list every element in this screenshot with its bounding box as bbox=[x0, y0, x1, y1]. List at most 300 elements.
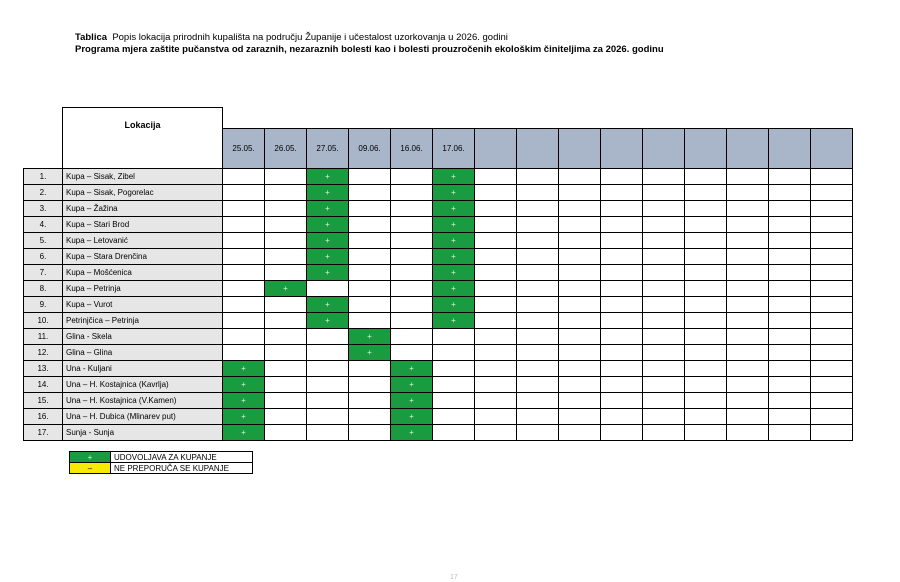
table-row bbox=[24, 425, 853, 441]
date-header-cell bbox=[475, 129, 517, 169]
table-row bbox=[24, 169, 853, 185]
date-header-cell bbox=[643, 129, 685, 169]
schedule-cell bbox=[349, 249, 391, 265]
sample-mark-suitable: + bbox=[433, 185, 475, 201]
table-row bbox=[24, 377, 853, 393]
schedule-cell bbox=[223, 217, 265, 233]
date-header-cell: 09.06. bbox=[349, 129, 391, 169]
schedule-cell bbox=[559, 361, 601, 377]
schedule-cell bbox=[643, 313, 685, 329]
schedule-cell bbox=[769, 393, 811, 409]
schedule-cell bbox=[349, 265, 391, 281]
schedule-cell bbox=[685, 409, 727, 425]
schedule-cell bbox=[559, 297, 601, 313]
schedule-cell bbox=[559, 217, 601, 233]
schedule-cell bbox=[265, 297, 307, 313]
date-header-cell: 27.05. bbox=[307, 129, 349, 169]
schedule-cell bbox=[517, 329, 559, 345]
schedule-cell bbox=[349, 313, 391, 329]
row-number: 12. bbox=[24, 345, 63, 361]
schedule-cell bbox=[475, 361, 517, 377]
schedule-cell bbox=[349, 425, 391, 441]
sample-mark-suitable: + bbox=[433, 201, 475, 217]
row-number: 17. bbox=[24, 425, 63, 441]
schedule-cell bbox=[811, 329, 853, 345]
row-number: 9. bbox=[24, 297, 63, 313]
schedule-cell bbox=[685, 169, 727, 185]
row-location: Glina – Glina bbox=[63, 345, 223, 361]
header-corner bbox=[24, 108, 63, 169]
date-header-cell bbox=[517, 129, 559, 169]
sample-mark-suitable: + bbox=[433, 233, 475, 249]
schedule-cell bbox=[223, 169, 265, 185]
sample-mark-suitable: + bbox=[433, 265, 475, 281]
schedule-cell bbox=[811, 185, 853, 201]
schedule-cell bbox=[223, 265, 265, 281]
schedule-cell bbox=[265, 185, 307, 201]
schedule-cell bbox=[685, 361, 727, 377]
sample-mark-suitable: + bbox=[307, 233, 349, 249]
sample-mark-suitable: + bbox=[307, 313, 349, 329]
schedule-cell bbox=[349, 361, 391, 377]
schedule-cell bbox=[475, 329, 517, 345]
schedule-cell bbox=[517, 393, 559, 409]
schedule-cell bbox=[811, 425, 853, 441]
schedule-cell bbox=[265, 217, 307, 233]
schedule-cell bbox=[391, 265, 433, 281]
schedule-cell bbox=[559, 233, 601, 249]
schedule-cell bbox=[685, 393, 727, 409]
schedule-cell bbox=[601, 217, 643, 233]
sample-mark-suitable: + bbox=[307, 249, 349, 265]
schedule-cell bbox=[223, 281, 265, 297]
table-row bbox=[24, 345, 853, 361]
table-row bbox=[24, 313, 853, 329]
row-number: 10. bbox=[24, 313, 63, 329]
schedule-cell bbox=[559, 281, 601, 297]
schedule-cell bbox=[517, 201, 559, 217]
schedule-cell bbox=[727, 409, 769, 425]
schedule-cell bbox=[727, 297, 769, 313]
schedule-cell bbox=[559, 265, 601, 281]
schedule-cell bbox=[265, 265, 307, 281]
schedule-cell bbox=[811, 249, 853, 265]
sample-mark-suitable: + bbox=[391, 425, 433, 441]
schedule-cell bbox=[265, 169, 307, 185]
date-header-cell bbox=[727, 129, 769, 169]
schedule-cell bbox=[727, 377, 769, 393]
sample-mark-suitable: + bbox=[433, 297, 475, 313]
schedule-cell bbox=[475, 425, 517, 441]
sample-mark-suitable: + bbox=[433, 169, 475, 185]
schedule-cell bbox=[559, 201, 601, 217]
table-row bbox=[24, 265, 853, 281]
legend-swatch-warn: – bbox=[70, 463, 111, 474]
row-location: Kupa – Žažina bbox=[63, 201, 223, 217]
schedule-cell bbox=[559, 409, 601, 425]
schedule-cell bbox=[391, 185, 433, 201]
schedule-cell bbox=[685, 313, 727, 329]
schedule-cell bbox=[727, 265, 769, 281]
table-row bbox=[24, 393, 853, 409]
schedule-cell bbox=[475, 185, 517, 201]
schedule-cell bbox=[223, 297, 265, 313]
schedule-cell bbox=[265, 345, 307, 361]
table-row bbox=[24, 297, 853, 313]
location-column-header: Lokacija bbox=[63, 108, 223, 169]
row-location: Kupa – Vurot bbox=[63, 297, 223, 313]
schedule-cell bbox=[475, 249, 517, 265]
schedule-cell bbox=[727, 425, 769, 441]
header-spacer bbox=[223, 108, 853, 129]
schedule-cell bbox=[223, 201, 265, 217]
legend-row-warn bbox=[70, 463, 253, 474]
schedule-cell bbox=[517, 409, 559, 425]
schedule-cell bbox=[769, 345, 811, 361]
date-header-cell: 16.06. bbox=[391, 129, 433, 169]
schedule-cell bbox=[307, 361, 349, 377]
schedule-cell bbox=[727, 393, 769, 409]
schedule-cell bbox=[349, 185, 391, 201]
row-location: Petrinjčica – Petrinja bbox=[63, 313, 223, 329]
schedule-cell bbox=[517, 169, 559, 185]
schedule-cell bbox=[727, 217, 769, 233]
schedule-cell bbox=[475, 345, 517, 361]
header-row bbox=[24, 108, 853, 129]
schedule-cell bbox=[559, 425, 601, 441]
schedule-cell bbox=[727, 313, 769, 329]
date-header-cell bbox=[685, 129, 727, 169]
sample-mark-suitable: + bbox=[307, 185, 349, 201]
schedule-cell bbox=[811, 361, 853, 377]
schedule-cell bbox=[223, 329, 265, 345]
schedule-cell bbox=[685, 281, 727, 297]
schedule-cell bbox=[559, 329, 601, 345]
date-header-cell bbox=[769, 129, 811, 169]
schedule-cell bbox=[811, 345, 853, 361]
schedule-cell bbox=[517, 425, 559, 441]
table-row bbox=[24, 329, 853, 345]
sample-mark-suitable: + bbox=[223, 361, 265, 377]
schedule-cell bbox=[769, 281, 811, 297]
sample-mark-suitable: + bbox=[391, 377, 433, 393]
schedule-cell bbox=[391, 233, 433, 249]
schedule-cell bbox=[265, 393, 307, 409]
schedule-cell bbox=[601, 425, 643, 441]
schedule-cell bbox=[391, 345, 433, 361]
schedule-cell bbox=[601, 361, 643, 377]
schedule-cell bbox=[391, 249, 433, 265]
schedule-cell bbox=[265, 201, 307, 217]
legend-row-ok bbox=[70, 452, 253, 463]
schedule-cell bbox=[685, 185, 727, 201]
schedule-cell bbox=[475, 265, 517, 281]
schedule-cell bbox=[811, 393, 853, 409]
row-location: Una - Kuljani bbox=[63, 361, 223, 377]
sample-mark-suitable: + bbox=[307, 297, 349, 313]
schedule-cell bbox=[643, 265, 685, 281]
schedule-cell bbox=[307, 329, 349, 345]
schedule-cell bbox=[811, 409, 853, 425]
schedule-cell bbox=[475, 281, 517, 297]
schedule-cell bbox=[475, 377, 517, 393]
title-subtitle: Programa mjera zaštite pučanstva od zaraznih, nezaraznih bolesti kao i bolesti prouzročenih ekološkim činiteljima za 2026. godinu bbox=[75, 44, 664, 55]
schedule-cell bbox=[265, 249, 307, 265]
sample-mark-suitable: + bbox=[223, 409, 265, 425]
schedule-cell bbox=[391, 281, 433, 297]
schedule-cell bbox=[727, 281, 769, 297]
schedule-cell bbox=[643, 169, 685, 185]
row-number: 13. bbox=[24, 361, 63, 377]
schedule-cell bbox=[643, 409, 685, 425]
schedule-cell bbox=[769, 377, 811, 393]
schedule-cell bbox=[223, 249, 265, 265]
schedule-cell bbox=[601, 233, 643, 249]
schedule-cell bbox=[685, 265, 727, 281]
sample-mark-suitable: + bbox=[223, 425, 265, 441]
schedule-cell bbox=[475, 217, 517, 233]
sample-mark-suitable: + bbox=[433, 249, 475, 265]
sample-mark-suitable: + bbox=[349, 329, 391, 345]
row-location: Glina - Skela bbox=[63, 329, 223, 345]
date-header-cell bbox=[559, 129, 601, 169]
schedule-cell bbox=[601, 297, 643, 313]
schedule-cell bbox=[601, 169, 643, 185]
schedule-cell bbox=[643, 377, 685, 393]
row-location: Kupa – Sisak, Zibel bbox=[63, 169, 223, 185]
schedule-cell bbox=[223, 345, 265, 361]
schedule-cell bbox=[727, 185, 769, 201]
schedule-cell bbox=[475, 313, 517, 329]
schedule-cell bbox=[643, 361, 685, 377]
schedule-cell bbox=[391, 201, 433, 217]
schedule-cell bbox=[475, 393, 517, 409]
schedule-cell bbox=[727, 233, 769, 249]
schedule-cell bbox=[223, 185, 265, 201]
schedule-cell bbox=[643, 345, 685, 361]
schedule-cell bbox=[727, 249, 769, 265]
schedule-cell bbox=[433, 377, 475, 393]
legend-text-ok: UDOVOLJAVA ZA KUPANJE bbox=[111, 452, 253, 463]
schedule-cell bbox=[811, 217, 853, 233]
table-row bbox=[24, 249, 853, 265]
schedule-cell bbox=[349, 393, 391, 409]
schedule-cell bbox=[811, 201, 853, 217]
row-location: Kupa – Petrinja bbox=[63, 281, 223, 297]
schedule-cell bbox=[643, 217, 685, 233]
schedule-cell bbox=[769, 201, 811, 217]
row-number: 15. bbox=[24, 393, 63, 409]
schedule-cell bbox=[769, 265, 811, 281]
schedule-cell bbox=[517, 377, 559, 393]
table-row bbox=[24, 233, 853, 249]
schedule-cell bbox=[517, 265, 559, 281]
sample-mark-suitable: + bbox=[307, 201, 349, 217]
row-number: 7. bbox=[24, 265, 63, 281]
schedule-cell bbox=[601, 393, 643, 409]
schedule-cell bbox=[685, 249, 727, 265]
row-number: 11. bbox=[24, 329, 63, 345]
schedule-cell bbox=[685, 297, 727, 313]
schedule-cell bbox=[769, 249, 811, 265]
schedule-cell bbox=[769, 185, 811, 201]
schedule-cell bbox=[349, 201, 391, 217]
schedule-cell bbox=[769, 217, 811, 233]
schedule-cell bbox=[265, 361, 307, 377]
row-number: 5. bbox=[24, 233, 63, 249]
schedule-cell bbox=[811, 281, 853, 297]
schedule-cell bbox=[475, 233, 517, 249]
schedule-cell bbox=[601, 345, 643, 361]
schedule-cell bbox=[685, 377, 727, 393]
schedule-cell bbox=[307, 425, 349, 441]
schedule-cell bbox=[811, 265, 853, 281]
schedule-cell bbox=[811, 297, 853, 313]
sample-mark-suitable: + bbox=[433, 281, 475, 297]
schedule-cell bbox=[517, 185, 559, 201]
schedule-cell bbox=[349, 169, 391, 185]
schedule-cell bbox=[643, 425, 685, 441]
sample-mark-suitable: + bbox=[391, 409, 433, 425]
schedule-cell bbox=[349, 297, 391, 313]
date-header-cell: 26.05. bbox=[265, 129, 307, 169]
schedule-cell bbox=[307, 377, 349, 393]
schedule-cell bbox=[811, 313, 853, 329]
schedule-cell bbox=[349, 233, 391, 249]
table-row bbox=[24, 201, 853, 217]
legend-text-warn: NE PREPORUČA SE KUPANJE bbox=[111, 463, 253, 474]
title-lead: Tablica bbox=[75, 32, 108, 43]
schedule-cell bbox=[433, 425, 475, 441]
page-number: 17 bbox=[450, 574, 458, 581]
schedule-cell bbox=[517, 345, 559, 361]
schedule-cell bbox=[433, 361, 475, 377]
schedule-cell bbox=[223, 313, 265, 329]
schedule-cell bbox=[769, 313, 811, 329]
schedule-cell bbox=[559, 393, 601, 409]
schedule-cell bbox=[475, 169, 517, 185]
schedule-cell bbox=[223, 233, 265, 249]
row-number: 1. bbox=[24, 169, 63, 185]
date-header-cell: 25.05. bbox=[223, 129, 265, 169]
schedule-cell bbox=[517, 233, 559, 249]
schedule-cell bbox=[601, 281, 643, 297]
schedule-cell bbox=[349, 377, 391, 393]
schedule-cell bbox=[517, 249, 559, 265]
sample-mark-suitable: + bbox=[391, 393, 433, 409]
table-row bbox=[24, 361, 853, 377]
schedule-cell bbox=[391, 169, 433, 185]
schedule-cell bbox=[433, 409, 475, 425]
schedule-cell bbox=[517, 361, 559, 377]
schedule-cell bbox=[307, 393, 349, 409]
row-number: 4. bbox=[24, 217, 63, 233]
row-number: 8. bbox=[24, 281, 63, 297]
schedule-cell bbox=[559, 345, 601, 361]
row-location: Kupa – Stara Drenčina bbox=[63, 249, 223, 265]
schedule-cell bbox=[727, 361, 769, 377]
schedule-cell bbox=[349, 281, 391, 297]
sampling-schedule-table bbox=[23, 107, 853, 441]
sample-mark-suitable: + bbox=[433, 217, 475, 233]
schedule-cell bbox=[307, 345, 349, 361]
schedule-cell bbox=[601, 249, 643, 265]
sample-mark-suitable: + bbox=[307, 265, 349, 281]
schedule-cell bbox=[769, 233, 811, 249]
sample-mark-suitable: + bbox=[223, 393, 265, 409]
schedule-cell bbox=[265, 233, 307, 249]
row-number: 14. bbox=[24, 377, 63, 393]
schedule-cell bbox=[643, 393, 685, 409]
row-location: Una – H. Kostajnica (V.Kamen) bbox=[63, 393, 223, 409]
schedule-cell bbox=[433, 345, 475, 361]
table-row bbox=[24, 281, 853, 297]
sample-mark-suitable: + bbox=[265, 281, 307, 297]
schedule-cell bbox=[265, 313, 307, 329]
schedule-cell bbox=[727, 169, 769, 185]
schedule-cell bbox=[601, 377, 643, 393]
schedule-cell bbox=[685, 217, 727, 233]
schedule-cell bbox=[307, 281, 349, 297]
schedule-cell bbox=[643, 249, 685, 265]
sample-mark-suitable: + bbox=[433, 313, 475, 329]
schedule-cell bbox=[517, 281, 559, 297]
schedule-cell bbox=[769, 361, 811, 377]
legend bbox=[69, 451, 253, 474]
schedule-cell bbox=[685, 425, 727, 441]
schedule-cell bbox=[433, 393, 475, 409]
schedule-cell bbox=[727, 329, 769, 345]
schedule-cell bbox=[391, 297, 433, 313]
schedule-cell bbox=[559, 169, 601, 185]
schedule-cell bbox=[601, 265, 643, 281]
row-number: 16. bbox=[24, 409, 63, 425]
schedule-cell bbox=[391, 329, 433, 345]
sample-mark-suitable: + bbox=[307, 169, 349, 185]
schedule-cell bbox=[559, 185, 601, 201]
schedule-cell bbox=[349, 409, 391, 425]
schedule-cell bbox=[685, 233, 727, 249]
table-row bbox=[24, 185, 853, 201]
row-location: Kupa – Mošćenica bbox=[63, 265, 223, 281]
sample-mark-suitable: + bbox=[223, 377, 265, 393]
table-row bbox=[24, 409, 853, 425]
row-number: 3. bbox=[24, 201, 63, 217]
schedule-cell bbox=[433, 329, 475, 345]
schedule-cell bbox=[769, 297, 811, 313]
schedule-cell bbox=[265, 409, 307, 425]
schedule-cell bbox=[601, 329, 643, 345]
schedule-cell bbox=[517, 217, 559, 233]
schedule-cell bbox=[727, 345, 769, 361]
schedule-cell bbox=[685, 345, 727, 361]
schedule-cell bbox=[643, 297, 685, 313]
schedule-cell bbox=[517, 297, 559, 313]
schedule-cell bbox=[811, 233, 853, 249]
schedule-cell bbox=[601, 409, 643, 425]
schedule-cell bbox=[265, 425, 307, 441]
schedule-cell bbox=[559, 313, 601, 329]
row-location: Una – H. Dubica (Mlinarev put) bbox=[63, 409, 223, 425]
row-number: 2. bbox=[24, 185, 63, 201]
schedule-cell bbox=[349, 217, 391, 233]
schedule-cell bbox=[517, 313, 559, 329]
schedule-cell bbox=[769, 169, 811, 185]
title-text: Popis lokacija prirodnih kupališta na području Županije i učestalost uzorkovanja u 2026. godini bbox=[112, 32, 508, 43]
schedule-cell bbox=[601, 185, 643, 201]
sample-mark-suitable: + bbox=[349, 345, 391, 361]
date-header-cell bbox=[601, 129, 643, 169]
